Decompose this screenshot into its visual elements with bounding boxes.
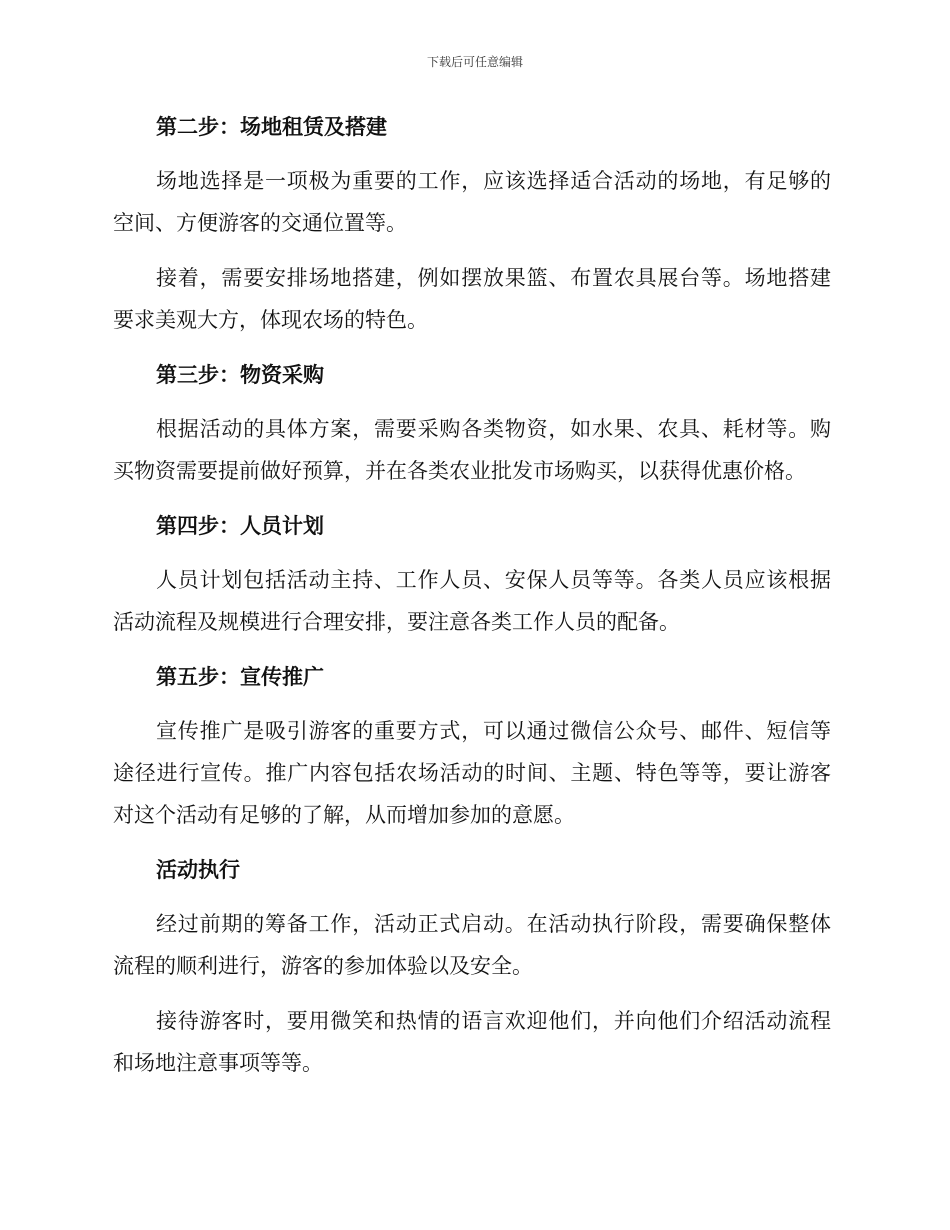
paragraph-step5-promotion: [113, 710, 831, 836]
page-header: 下载后可任意编辑: [426, 55, 523, 69]
section-heading-step2: 第二步：场地租赁及搭建: [156, 114, 387, 139]
paragraph-execution-reception: [113, 1000, 831, 1084]
paragraph-step2-venue-selection: [113, 160, 831, 244]
text-line: 和场地注意事项等等。: [113, 1051, 323, 1075]
text-line: 场地选择是一项极为重要的工作，应该选择适合活动的场地，有足够的: [156, 169, 831, 193]
text-line: 空间、方便游客的交通位置等。: [113, 211, 407, 235]
text-line: 宣传推广是吸引游客的重要方式，可以通过微信公众号、邮件、短信等: [156, 719, 831, 743]
section-heading-step4: 第四步：人员计划: [156, 513, 324, 538]
document-body: [113, 106, 831, 1084]
paragraph-execution-overview: [113, 903, 831, 987]
text-line: 对这个活动有足够的了解，从而增加参加的意愿。: [113, 803, 575, 827]
text-line: 要求美观大方，体现农场的特色。: [113, 308, 428, 332]
text-line: 途径进行宣传。推广内容包括农场活动的时间、主题、特色等等，要让游客: [113, 761, 831, 785]
text-line: 买物资需要提前做好预算，并在各类农业批发市场购买，以获得优惠价格。: [113, 459, 806, 483]
paragraph-step3-procurement: [113, 408, 831, 492]
section-heading-execution: 活动执行: [156, 857, 240, 882]
text-line: 人员计划包括活动主持、工作人员、安保人员等等。各类人员应该根据: [156, 568, 831, 592]
section-heading-step3: 第三步：物资采购: [156, 362, 324, 387]
text-line: 经过前期的筹备工作，活动正式启动。在活动执行阶段，需要确保整体: [156, 912, 831, 936]
paragraph-step4-staffing: [113, 559, 831, 643]
paragraph-step2-venue-setup: [113, 257, 831, 341]
text-line: 根据活动的具体方案，需要采购各类物资，如水果、农具、耗材等。购: [156, 417, 831, 441]
section-heading-step5: 第五步：宣传推广: [156, 664, 324, 689]
text-line: 接待游客时，要用微笑和热情的语言欢迎他们，并向他们介绍活动流程: [156, 1009, 831, 1033]
text-line: 活动流程及规模进行合理安排，要注意各类工作人员的配备。: [113, 610, 680, 634]
text-line: 接着，需要安排场地搭建，例如摆放果篮、布置农具展台等。场地搭建: [156, 266, 831, 290]
text-line: 流程的顺利进行，游客的参加体验以及安全。: [113, 954, 533, 978]
